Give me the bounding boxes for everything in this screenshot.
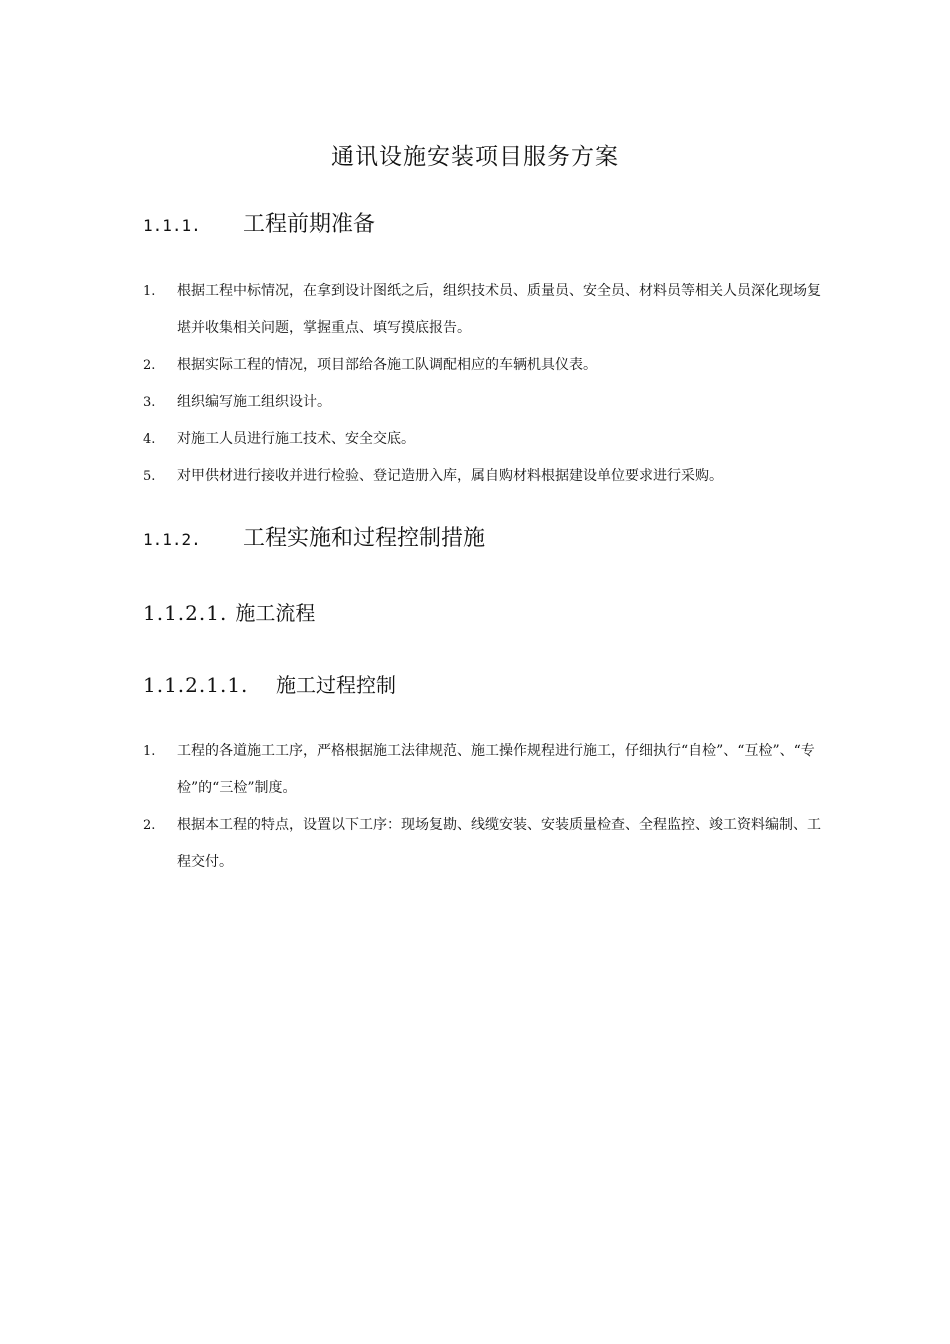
- section-number: 1.1.2.1.1.: [143, 673, 249, 697]
- section-number: 1.1.2.1.: [143, 601, 228, 625]
- list-marker: 3.: [143, 395, 156, 410]
- list-item-text: 工程的各道施工工序，严格根据施工法律规范、施工操作规程进行施工，仔细执行“自检”、“互检”、“专检”的“三检”制度。: [177, 743, 815, 796]
- preparation-list: [143, 273, 823, 495]
- list-item-text: 组织编写施工组织设计。: [177, 394, 331, 410]
- section-title: 工程前期准备: [243, 212, 376, 237]
- process-control-list: [143, 733, 823, 881]
- document-title: 通讯设施安装项目服务方案: [331, 144, 619, 170]
- list-item: [143, 733, 823, 807]
- list-marker: 2.: [143, 818, 156, 833]
- list-marker: 1.: [143, 744, 156, 759]
- section-heading-1-1-2-1-1: [143, 670, 396, 700]
- list-item-text: 根据本工程的特点，设置以下工序：现场复勘、线缆安装、安装质量检查、全程监控、竣工资料编制、工程交付。: [177, 817, 821, 870]
- list-item: [143, 347, 823, 384]
- list-marker: 1.: [143, 284, 156, 299]
- list-marker: 2.: [143, 358, 156, 373]
- list-item: [143, 807, 823, 881]
- list-item: [143, 273, 823, 347]
- list-item: [143, 384, 823, 421]
- section-number: 1.1.2.: [143, 530, 201, 549]
- section-heading-1-1-1: [143, 210, 375, 241]
- section-title: 施工流程: [235, 601, 316, 625]
- list-item: [143, 458, 823, 495]
- section-heading-1-1-2-1: [143, 598, 315, 628]
- list-item: [143, 421, 823, 458]
- section-title: 施工过程控制: [276, 673, 396, 697]
- list-marker: 4.: [143, 432, 156, 447]
- list-item-text: 对施工人员进行施工技术、安全交底。: [177, 431, 415, 447]
- section-number: 1.1.1.: [143, 216, 201, 235]
- list-item-text: 根据实际工程的情况，项目部给各施工队调配相应的车辆机具仪表。: [177, 357, 597, 373]
- list-item-text: 对甲供材进行接收并进行检验、登记造册入库，属自购材料根据建设单位要求进行采购。: [177, 468, 723, 484]
- section-heading-1-1-2: [143, 524, 485, 555]
- list-item-text: 根据工程中标情况，在拿到设计图纸之后，组织技术员、质量员、安全员、材料员等相关人员深化现场复堪并收集相关问题，掌握重点、填写摸底报告。: [177, 283, 821, 336]
- list-marker: 5.: [143, 469, 156, 484]
- section-title: 工程实施和过程控制措施: [243, 526, 486, 551]
